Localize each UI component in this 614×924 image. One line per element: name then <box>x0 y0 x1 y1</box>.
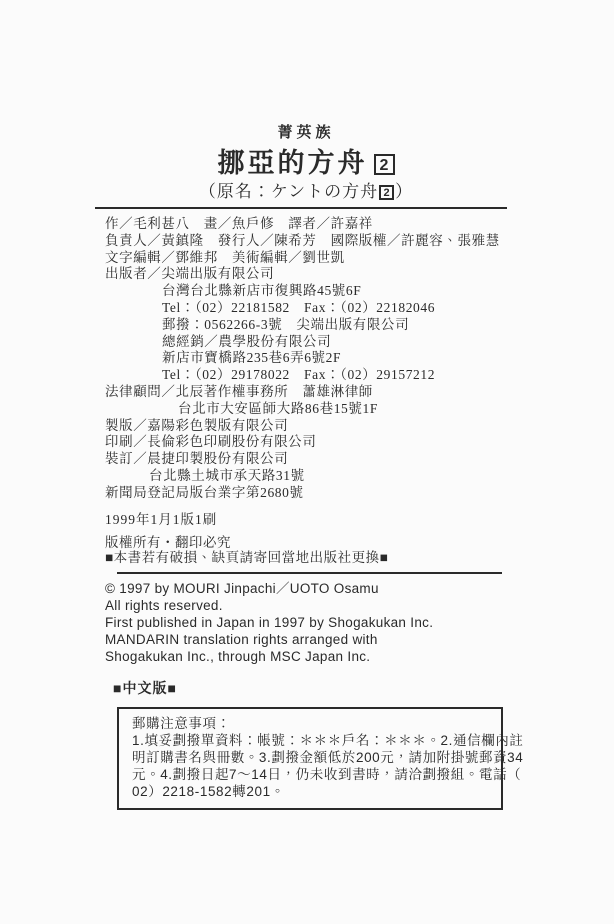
legal-advisor: 法律顧問／北辰著作權事務所 蕭雄淋律師 <box>105 383 373 399</box>
mail-order-line1: 1.填妥劃撥單資料：帳號：＊＊＊戶名：＊＊＊。2.通信欄內註 <box>132 732 524 748</box>
original-title-suffix: ） <box>395 182 414 201</box>
copyright-english-block <box>105 581 507 666</box>
publisher-address: 台灣台北縣新店市復興路45號6F <box>162 283 362 299</box>
mail-order-line2: 明訂購書名與冊數。3.劃撥金額低於200元，請加附掛號郵資34 <box>132 749 524 765</box>
damaged-copy-notice: ■本書若有破損、缺頁請寄回當地出版社更換■ <box>105 550 389 566</box>
translation-rights-line2: Shogakukan Inc., through MSC Japan Inc. <box>105 648 371 664</box>
mail-order-notice-box <box>117 707 524 810</box>
distributor-address: 新店市寶橋路235巷6弄6號2F <box>162 350 342 366</box>
all-rights-reserved-en: All rights reserved. <box>105 598 223 614</box>
bindery-address: 台北縣土城市承天路31號 <box>149 467 305 483</box>
copyright-line: © 1997 by MOURI Jinpachi／UOTO Osamu <box>105 581 379 597</box>
publisher-name: 出版者／尖端出版有限公司 <box>105 266 275 282</box>
credit-publisher-people: 負責人／黃鎮隆 發行人／陳希芳 國際版權／許麗容、張雅慧 <box>105 232 500 248</box>
legal-advisor-address: 台北市大安區師大路86巷15號1F <box>178 400 378 416</box>
original-title <box>105 182 507 202</box>
title-block <box>105 124 507 202</box>
rights-notice <box>105 535 507 567</box>
colophon-content <box>105 124 524 810</box>
original-title-prefix: （原名：ケントの方舟 <box>198 182 379 201</box>
postal-transfer-account: 郵撥：0562266-3號 尖端出版有限公司 <box>162 316 410 332</box>
divider-middle <box>117 572 502 574</box>
original-volume-badge: 2 <box>379 185 394 200</box>
publisher-tel-fax: Tel：（02）22181582 Fax：（02）22182046 <box>162 299 436 315</box>
first-published-line: First published in Japan in 1997 by Shogakukan Inc. <box>105 614 434 630</box>
gio-registration-number: 新聞局登記局版台業字第2680號 <box>105 484 304 500</box>
distributor-name: 總經銷／農學股份有限公司 <box>162 333 332 349</box>
mail-order-title: 郵購注意事項： <box>132 715 231 731</box>
plate-maker: 製版／嘉陽彩色製版有限公司 <box>105 417 289 433</box>
bindery: 裝訂／晨捷印製股份有限公司 <box>105 451 289 467</box>
publication-info <box>105 216 507 502</box>
chinese-edition-label: ■中文版■ <box>113 679 177 696</box>
all-rights-reserved-zh: 版權所有・翻印必究 <box>105 534 231 550</box>
volume-number-badge: 2 <box>374 154 395 175</box>
mail-order-line4: 02）2218-1582轉201。 <box>132 783 285 799</box>
book-title-text: 挪亞的方舟 <box>217 148 368 178</box>
series-title: 菁英族 <box>277 124 335 141</box>
credit-author: 作／毛利甚八 畫／魚戶修 譯者／許嘉祥 <box>105 216 373 231</box>
divider-top <box>95 207 507 209</box>
translation-rights-line1: MANDARIN translation rights arranged with <box>105 631 378 647</box>
credit-editors: 文字編輯／鄧維邦 美術編輯／劉世凱 <box>105 249 345 265</box>
mail-order-line3: 元。4.劃撥日起7～14日，仍未收到書時，請洽劃撥組。電話（ <box>132 766 522 782</box>
printer: 印刷／長倫彩色印刷股份有限公司 <box>105 434 317 450</box>
edition-printing-date: 1999年1月1版1刷 <box>105 511 218 527</box>
distributor-tel-fax: Tel：（02）29178022 Fax：（02）29157212 <box>162 367 436 383</box>
book-title <box>105 148 507 178</box>
